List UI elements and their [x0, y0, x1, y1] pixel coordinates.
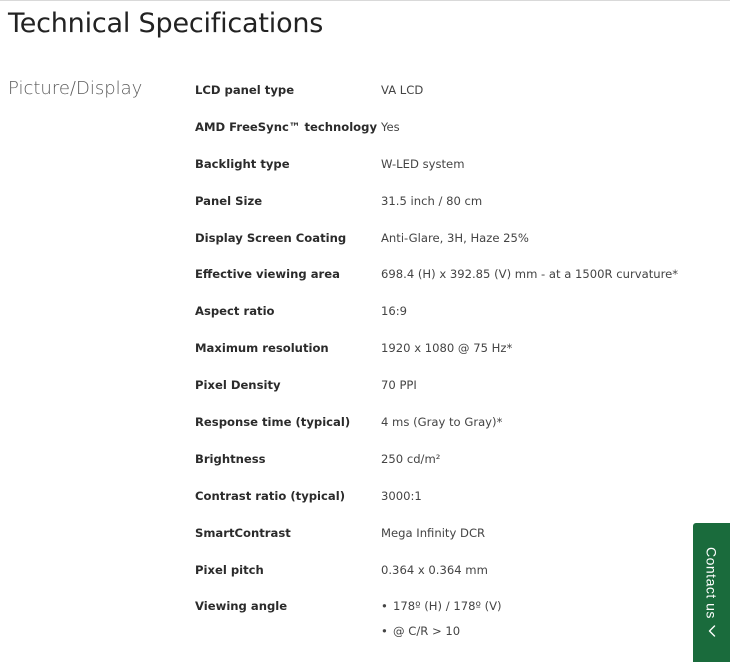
spec-row: [195, 559, 685, 596]
contact-us-inner: [704, 547, 720, 639]
spec-row: [195, 153, 685, 190]
spec-row: [195, 595, 685, 639]
spec-label: Response time (typical): [195, 415, 351, 430]
spec-row: [195, 485, 685, 522]
spec-value: VA LCD: [381, 83, 424, 97]
chevron-down-icon: [705, 624, 719, 638]
spec-row: [195, 411, 685, 448]
spec-row: [195, 522, 685, 559]
spec-row: [195, 227, 685, 264]
spec-value: 70 PPI: [381, 378, 417, 393]
spec-label: SmartContrast: [195, 525, 291, 540]
spec-row: [195, 337, 685, 374]
spec-label: Effective viewing area: [195, 267, 340, 282]
spec-value: W-LED system: [381, 156, 465, 171]
spec-value: 31.5 inch / 80 cm: [381, 193, 483, 208]
spec-value-item: • 178º (H) / 178º (V): [381, 599, 502, 624]
spec-label: AMD FreeSync™ technology: [195, 119, 378, 134]
spec-value: Mega Infinity DCR: [381, 525, 486, 540]
spec-value: 4 ms (Gray to Gray)*: [381, 415, 503, 430]
spec-row: [195, 190, 685, 227]
spec-value: 0.364 x 0.364 mm: [381, 562, 488, 577]
spec-value: Anti-Glare, 3H, Haze 25%: [381, 230, 529, 245]
spec-value-list: [381, 599, 502, 649]
page-title: Technical Specifications: [8, 8, 324, 39]
contact-us-tab[interactable]: [693, 523, 730, 662]
spec-label: LCD panel type: [195, 83, 295, 97]
spec-value: 250 cd/m²: [381, 451, 441, 466]
spec-label: Maximum resolution: [195, 341, 329, 356]
spec-label: Panel Size: [195, 193, 263, 208]
spec-value: 16:9: [381, 304, 408, 319]
spec-row: [195, 374, 685, 411]
spec-value: Yes: [381, 119, 400, 134]
section-title: Picture/Display: [8, 78, 143, 99]
spec-value: 3000:1: [381, 488, 422, 503]
spec-value: 1920 x 1080 @ 75 Hz*: [381, 341, 513, 356]
spec-label: Pixel Density: [195, 378, 281, 393]
spec-row: [195, 116, 685, 153]
spec-label: Brightness: [195, 451, 266, 466]
spec-label: Display Screen Coating: [195, 230, 347, 245]
spec-label: Pixel pitch: [195, 562, 264, 577]
spec-value-item: • @ C/R > 10: [381, 624, 502, 649]
spec-row: [195, 263, 685, 300]
spec-label: Aspect ratio: [195, 304, 275, 319]
top-divider: [0, 0, 730, 1]
spec-label: Backlight type: [195, 156, 290, 171]
spec-value: 698.4 (H) x 392.85 (V) mm - at a 1500R curvature*: [381, 267, 679, 282]
spec-list: [195, 79, 685, 639]
spec-label: Contrast ratio (typical): [195, 488, 345, 503]
spec-row: [195, 79, 685, 116]
spec-label: Viewing angle: [195, 599, 288, 614]
spec-row: [195, 448, 685, 485]
spec-row: [195, 300, 685, 337]
contact-us-label: Contact us: [703, 546, 720, 619]
